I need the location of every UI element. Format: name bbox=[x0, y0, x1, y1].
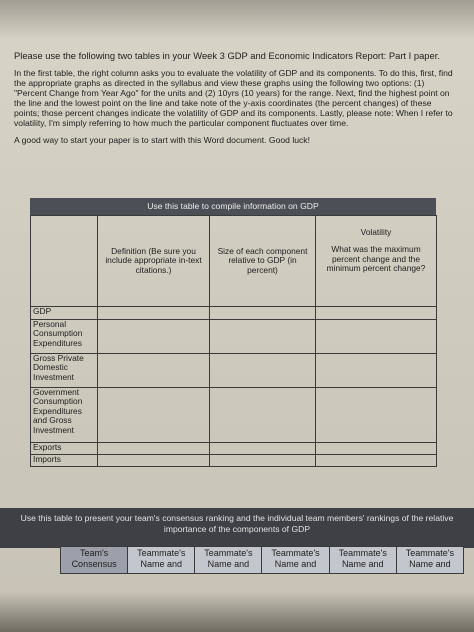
teammate-header-1: Teammate's Name and bbox=[128, 547, 195, 574]
volatility-title: Volatility bbox=[360, 227, 392, 237]
row-label-gpdi: Gross Private Domestic Investment bbox=[31, 354, 98, 388]
table-row bbox=[31, 455, 437, 467]
ranking-header-row bbox=[61, 547, 464, 574]
teammate-header-4: Teammate's Name and bbox=[329, 547, 396, 574]
top-shadow bbox=[0, 0, 474, 40]
intro-paragraph-3: A good way to start your paper is to start with this Word document. Good luck! bbox=[14, 135, 310, 145]
volatility-header bbox=[316, 216, 437, 307]
volatility-cell[interactable] bbox=[316, 455, 437, 467]
volatility-cell[interactable] bbox=[316, 354, 437, 388]
row-label-exports: Exports bbox=[31, 443, 98, 455]
table-row bbox=[31, 320, 437, 354]
definition-cell[interactable] bbox=[98, 443, 210, 455]
ranking-table-title: Use this table to present your team's consensus ranking and the individual team members' rankings of the relative importance of the components of GDP bbox=[0, 508, 474, 548]
size-header: Size of each component relative to GDP (in percent) bbox=[210, 216, 316, 307]
definition-cell[interactable] bbox=[98, 455, 210, 467]
size-cell[interactable] bbox=[210, 455, 316, 467]
volatility-cell[interactable] bbox=[316, 307, 437, 320]
row-label-gdp: GDP bbox=[31, 307, 98, 320]
row-label-pce: Personal Consumption Expenditures bbox=[31, 320, 98, 354]
size-cell[interactable] bbox=[210, 320, 316, 354]
gdp-table-title: Use this table to compile information on GDP bbox=[30, 198, 436, 215]
team-consensus-header: Team's Consensus bbox=[61, 547, 128, 574]
teammate-header-2: Teammate's Name and bbox=[195, 547, 262, 574]
row-label-imports: Imports bbox=[31, 455, 98, 467]
blank-header-cell bbox=[31, 216, 98, 307]
volatility-cell[interactable] bbox=[316, 320, 437, 354]
row-label-government: Government Consumption Expenditures and Gross Investment bbox=[31, 388, 98, 443]
volatility-cell[interactable] bbox=[316, 443, 437, 455]
gdp-table bbox=[30, 215, 437, 467]
bottom-shadow bbox=[0, 592, 474, 632]
teammate-header-3: Teammate's Name and bbox=[262, 547, 329, 574]
gdp-table-header-row bbox=[31, 216, 437, 307]
teammate-header-5: Teammate's Name and bbox=[396, 547, 463, 574]
definition-cell[interactable] bbox=[98, 388, 210, 443]
ranking-table bbox=[60, 546, 464, 574]
intro-paragraph-2: In the first table, the right column asks you to evaluate the volatility of GDP and its components. To do this, first, find the appropriate graphs as directed in the syllabus and view these graphs using the following two options: (1) "Percent Change from Year Ago" for the units and (2) 10yrs (10 years) for the range. Next, find the highest point on the line and the lowest point on the line and take note of the y-axis coordinates (the percent changes) of these points; those percent changes indicate the volatility of GDP and its components. Lastly, please note: When I refer to volatility, I'm simply referring to how much the particular component fluctuates over time. bbox=[14, 68, 453, 128]
definition-cell[interactable] bbox=[98, 354, 210, 388]
instructions bbox=[14, 50, 454, 152]
size-cell[interactable] bbox=[210, 354, 316, 388]
intro-paragraph-1: Please use the following two tables in your Week 3 GDP and Economic Indicators Report: Part I paper. bbox=[14, 50, 440, 61]
size-cell[interactable] bbox=[210, 443, 316, 455]
table-row bbox=[31, 307, 437, 320]
table-row bbox=[31, 354, 437, 388]
size-cell[interactable] bbox=[210, 307, 316, 320]
table-row bbox=[31, 443, 437, 455]
volatility-subtitle: What was the maximum percent change and the minimum percent change? bbox=[326, 244, 426, 274]
definition-header: Definition (Be sure you include appropriate in-text citations.) bbox=[98, 216, 210, 307]
table-row bbox=[31, 388, 437, 443]
definition-cell[interactable] bbox=[98, 307, 210, 320]
size-cell[interactable] bbox=[210, 388, 316, 443]
definition-cell[interactable] bbox=[98, 320, 210, 354]
volatility-cell[interactable] bbox=[316, 388, 437, 443]
